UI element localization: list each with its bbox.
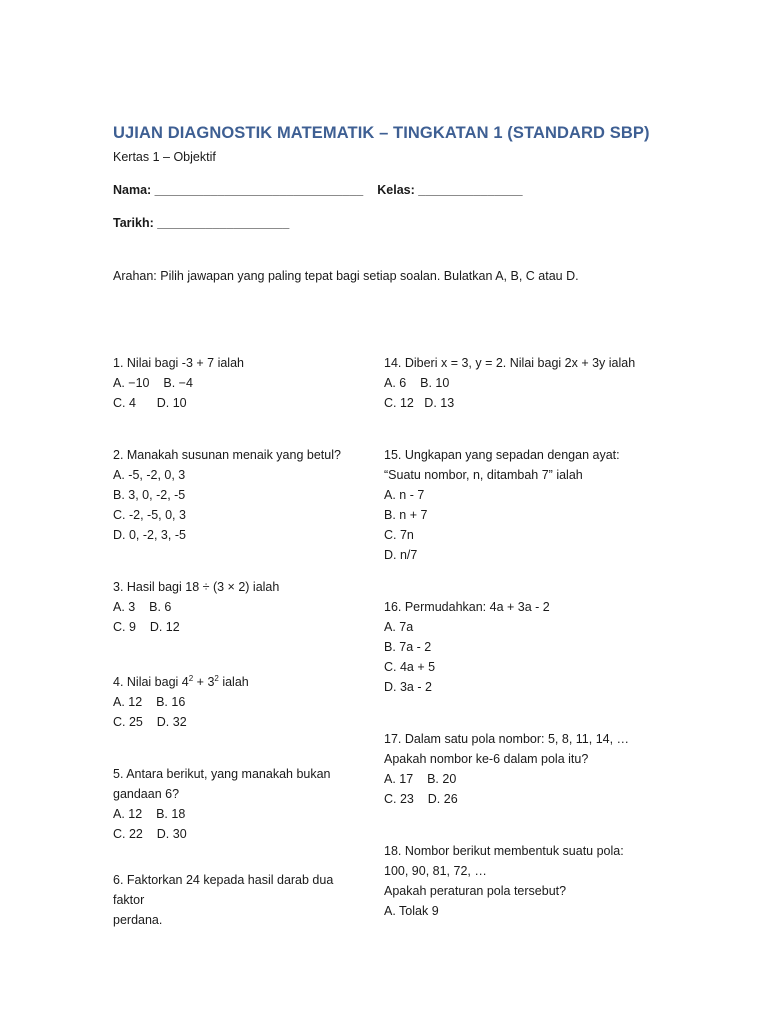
question-text: Apakah peraturan pola tersebut? xyxy=(384,884,567,898)
question-text: “Suatu nombor, n, ditambah 7” ialah xyxy=(384,468,583,482)
document-subtitle: Kertas 1 – Objektif xyxy=(113,150,216,164)
question-4 xyxy=(113,669,368,732)
option-line: C. 9 D. 12 xyxy=(113,620,180,634)
option-line: C. 25 D. 32 xyxy=(113,715,187,729)
right-question-column xyxy=(384,353,654,921)
question-text: 5. Antara berikut, yang manakah bukan xyxy=(113,767,331,781)
question-text: 2. Manakah susunan menaik yang betul? xyxy=(113,448,341,462)
question-2 xyxy=(113,445,368,545)
option-line: A. 7a xyxy=(384,620,414,634)
option-line: C. 7n xyxy=(384,528,414,542)
option-line: D. 3a - 2 xyxy=(384,680,432,694)
option-line: A. 12 B. 18 xyxy=(113,807,186,821)
option-line: C. 4a + 5 xyxy=(384,660,436,674)
question-text: 1. Nilai bagi -3 + 7 ialah xyxy=(113,356,244,370)
question-text: 4. Nilai bagi $4^2 + 3^2$ ialah xyxy=(113,674,249,689)
left-question-column xyxy=(113,353,368,930)
option-line: B. n + 7 xyxy=(384,508,428,522)
option-line: A. Tolak 9 xyxy=(384,904,439,918)
option-line: A. -5, -2, 0, 3 xyxy=(113,468,186,482)
question-14 xyxy=(384,353,654,413)
question-text: perdana. xyxy=(113,913,163,927)
option-line: D. n/7 xyxy=(384,548,418,562)
instructions: Arahan: Pilih jawapan yang paling tepat bagi setiap soalan. Bulatkan A, B, C atau D. xyxy=(113,269,579,283)
option-line: C. 23 D. 26 xyxy=(384,792,458,806)
option-line: D. 0, -2, 3, -5 xyxy=(113,528,186,542)
question-15 xyxy=(384,445,654,565)
kelas-field: Kelas: _______________ xyxy=(377,183,523,197)
question-1 xyxy=(113,353,368,413)
question-17 xyxy=(384,729,654,809)
document-title: UJIAN DIAGNOSTIK MATEMATIK – TINGKATAN 1 (STANDARD SBP) xyxy=(113,124,650,142)
question-text: 14. Diberi x = 3, y = 2. Nilai bagi 2x + 3y ialah xyxy=(384,356,636,370)
question-text: 6. Faktorkan 24 kepada hasil darab dua faktor xyxy=(113,873,334,907)
question-text: 17. Dalam satu pola nombor: 5, 8, 11, 14, … xyxy=(384,732,630,746)
question-text: 16. Permudahkan: 4a + 3a - 2 xyxy=(384,600,550,614)
option-line: A. 3 B. 6 xyxy=(113,600,172,614)
option-line: A. 12 B. 16 xyxy=(113,695,186,709)
option-line: C. 12 D. 13 xyxy=(384,396,455,410)
option-line: B. 7a - 2 xyxy=(384,640,432,654)
question-text: gandaan 6? xyxy=(113,787,180,801)
question-text: 3. Hasil bagi 18 ÷ (3 × 2) ialah xyxy=(113,580,280,594)
option-line: A. 6 B. 10 xyxy=(384,376,450,390)
name-class-row xyxy=(113,183,523,197)
question-6 xyxy=(113,870,368,930)
option-line: A. −10 B. −4 xyxy=(113,376,193,390)
question-text: 18. Nombor berikut membentuk suatu pola: xyxy=(384,844,624,858)
question-text: Apakah nombor ke-6 dalam pola itu? xyxy=(384,752,589,766)
date-row xyxy=(113,216,289,230)
question-text: 100, 90, 81, 72, … xyxy=(384,864,487,878)
option-line: C. 22 D. 30 xyxy=(113,827,187,841)
tarikh-field: Tarikh: ___________________ xyxy=(113,216,290,230)
question-5 xyxy=(113,764,368,844)
option-line: B. 3, 0, -2, -5 xyxy=(113,488,186,502)
nama-field: Nama: ______________________________ xyxy=(113,183,364,197)
option-line: C. -2, -5, 0, 3 xyxy=(113,508,186,522)
question-18 xyxy=(384,841,654,921)
option-line: C. 4 D. 10 xyxy=(113,396,187,410)
option-line: A. 17 B. 20 xyxy=(384,772,457,786)
question-3 xyxy=(113,577,368,637)
question-text: 15. Ungkapan yang sepadan dengan ayat: xyxy=(384,448,620,462)
question-16 xyxy=(384,597,654,697)
option-line: A. n - 7 xyxy=(384,488,425,502)
